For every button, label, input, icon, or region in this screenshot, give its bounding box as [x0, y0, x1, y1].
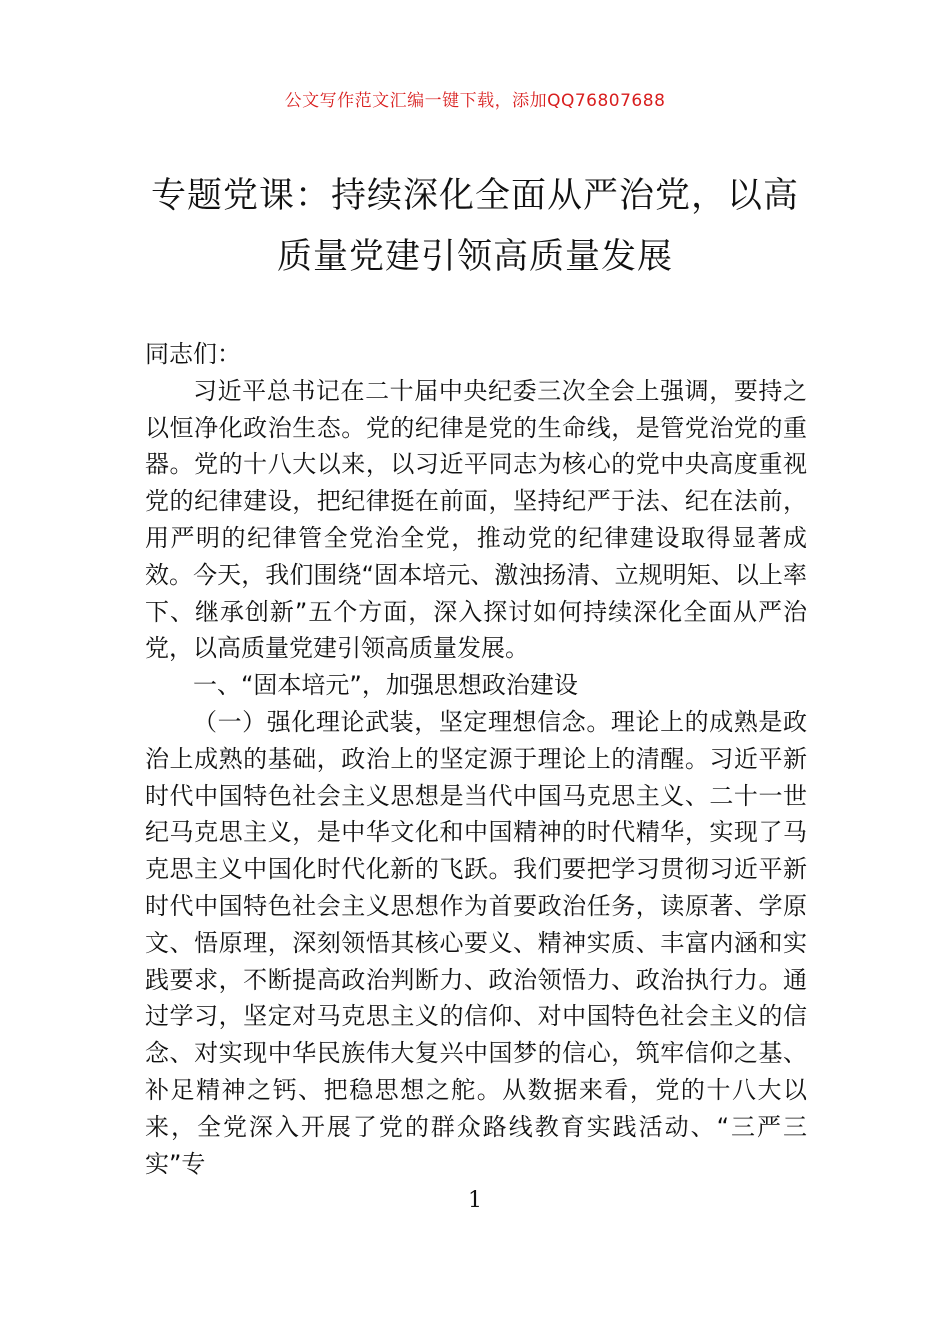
section-heading: 一、“固本培元”，加强思想政治建设: [193, 671, 578, 700]
header-banner: 公文写作范文汇编一键下载，添加QQ76807688: [284, 91, 666, 111]
salutation: 同志们：: [145, 340, 241, 368]
document-title: 专题党课：持续深化全面从严治党，以高质量党建引领高质量发展: [150, 176, 799, 277]
section-paragraph: （一）强化理论武装，坚定理想信念。理论上的成熟是政治上成熟的基础，政治上的坚定源于理论上的清醒。习近平新时代中国特色社会主义思想是当代中国马克思主义、二十一世纪马克思主义，是中华文化和中国精神的时代精华，实现了马克思主义中国化时代化新的飞跃。我们要把学习贯彻习近平新时代中国特色社会主义思想作为首要政治任务，读原著、学原文、悟原理，深刻领悟其核心要义、精神实质、丰富内涵和实践要求，不断提高政治判断力、政治领悟力、政治执行力。通过学习，坚定对马克思主义的信仰、对中国特色社会主义的信念、对实现中华民族伟大复兴中国梦的信心，筑牢信仰之基、补足精神之钙、把稳思想之舵。从数据来看，党的十八大以来，全党深入开展了党的群众路线教育实践活动、“三严三实”专: [145, 707, 807, 1178]
page-number: 1: [468, 1188, 482, 1213]
document-body: [145, 336, 807, 1182]
intro-paragraph: 习近平总书记在二十届中央纪委三次全会上强调，要持之以恒净化政治生态。党的纪律是党的生命线，是管党治党的重器。党的十八大以来，以习近平同志为核心的党中央高度重视党的纪律建设，把纪律挺在前面，坚持纪严于法、纪在法前，用严明的纪律管全党治全党，推动党的纪律建设取得显著成效。今天，我们围绕“固本培元、激浊扬清、立规明矩、以上率下、继承创新”五个方面，深入探讨如何持续深化全面从严治党，以高质量党建引领高质量发展。: [145, 376, 807, 663]
